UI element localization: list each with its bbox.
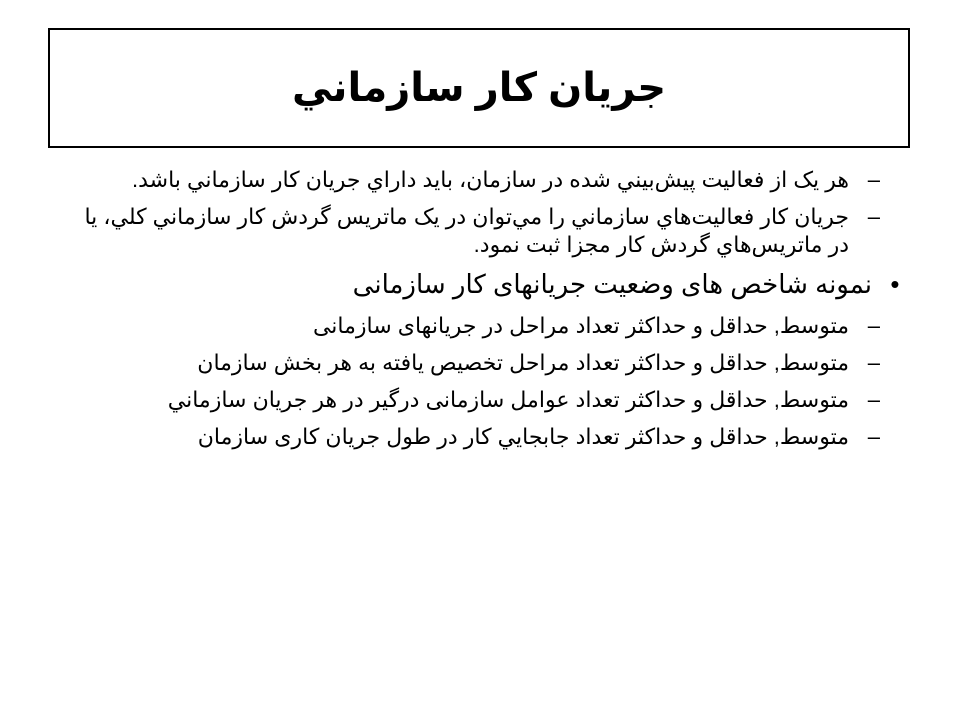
slide-title: جريان کار سازماني — [291, 66, 667, 110]
dash-marker: – — [867, 424, 880, 449]
bullet-text: نمونه شاخص های وضعیت جریانهای کار سازمانی — [352, 269, 872, 299]
bullet-text: متوسط, حداقل و حداکثر تعداد عوامل سازمانی درگیر در هر جريان سازماني — [167, 387, 849, 412]
bullet-item — [62, 312, 904, 340]
bullet-item — [62, 203, 904, 259]
dash-marker: – — [867, 313, 880, 338]
bullet-item — [62, 423, 904, 451]
bullet-text: متوسط, حداقل و حداکثر تعداد مراحل در جریانهای سازمانی — [312, 313, 849, 338]
bullet-item-main — [62, 268, 904, 300]
bullet-text: جريان کار فعاليت‌هاي سازماني را مي‌توان در یک ماتریس گردش کار سازماني کلي، يا در ماتريس‌هاي گردش کار مجزا ثبت نمود. — [84, 204, 849, 257]
bullet-text: متوسط, حداقل و حداکثر تعداد جابجايي کار در طول جریان کاری سازمان — [197, 424, 849, 449]
dash-marker: – — [867, 350, 880, 375]
dash-marker: – — [867, 167, 880, 192]
bullet-item — [62, 166, 904, 194]
title-box — [48, 28, 910, 148]
bullet-dot-icon: • — [890, 269, 900, 299]
slide-body — [62, 166, 904, 460]
bullet-text: هر یک از فعاليت پيش‌بيني شده در سازمان، بايد داراي جريان کار سازماني باشد. — [131, 167, 849, 192]
bullet-item — [62, 349, 904, 377]
bullet-item — [62, 386, 904, 414]
dash-marker: – — [867, 387, 880, 412]
bullet-text: متوسط, حداقل و حداکثر تعداد مراحل تخصیص یافته به هر بخش سازمان — [197, 350, 849, 375]
dash-marker: – — [867, 204, 880, 229]
